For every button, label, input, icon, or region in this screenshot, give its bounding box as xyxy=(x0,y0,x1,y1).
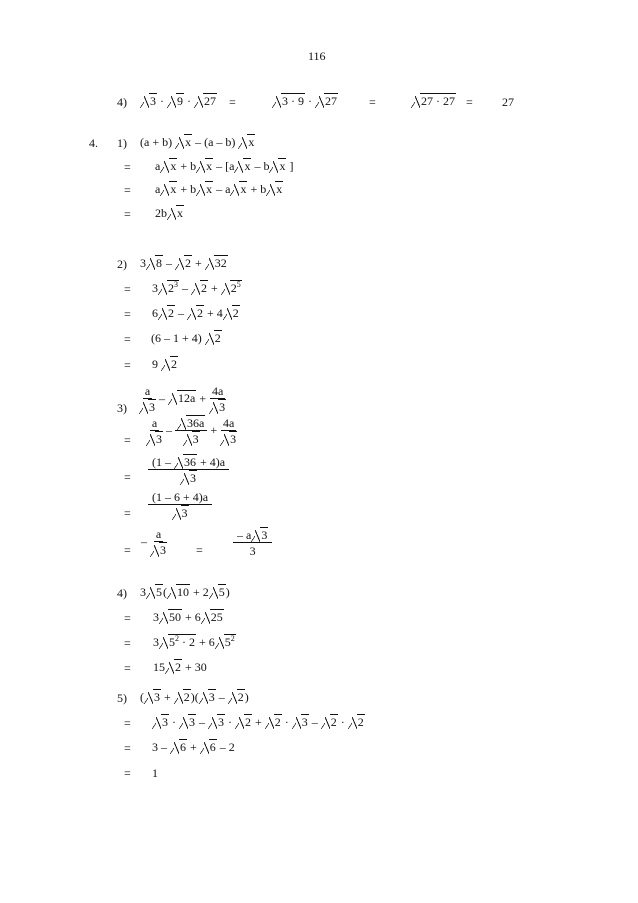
equals-sign: = xyxy=(124,282,131,296)
equation-line xyxy=(148,490,212,521)
sqrt: 3 xyxy=(140,93,157,108)
sqrt: 3 · 9 xyxy=(272,93,305,108)
equals-sign: = xyxy=(124,433,131,447)
sqrt: 9 xyxy=(167,93,184,108)
equals-sign: = xyxy=(196,543,203,557)
equation-term xyxy=(411,93,456,108)
equation-line: $\frac{a}{3}$ – $\frac{36a}{3}$ + $\frac{4a}{3}$ xyxy=(146,415,237,447)
fraction: $\frac{a}{3}$ xyxy=(139,384,156,415)
equation-line: 15 2 + 30 xyxy=(153,660,207,674)
equation-line: 3 5( 10 + 2 5) xyxy=(140,585,230,599)
item-label: 4) xyxy=(117,586,127,600)
equals-sign: = xyxy=(124,543,131,557)
fraction: $\frac{4a}{3}$ xyxy=(220,416,237,447)
equation-line: 3 · 9 · 27 xyxy=(140,93,217,108)
equals-sign: = xyxy=(124,661,131,675)
equals-sign: = xyxy=(124,506,131,520)
page-number: 116 xyxy=(308,49,326,63)
equals-sign: = xyxy=(124,207,131,221)
question-number: 4. xyxy=(89,136,98,150)
equals-sign: = xyxy=(124,611,131,625)
sqrt: 27 xyxy=(315,93,338,108)
item-label: 3) xyxy=(117,401,127,415)
sqrt: 27 xyxy=(194,93,217,108)
result: 27 xyxy=(502,95,514,109)
fraction: $\frac{(1 - 36 + 4)a}{3}$ xyxy=(148,454,229,486)
equation-line: 3 – 6 + 6 – 2 xyxy=(152,740,235,754)
fraction: $\frac{36a}{3}$ xyxy=(175,415,207,447)
fraction: $\frac{a}{3}$ xyxy=(150,527,167,558)
fraction: $\frac{(1 - 6 + 4)a}{3}$ xyxy=(148,490,212,521)
equals-sign: = xyxy=(124,636,131,650)
equals-sign: = xyxy=(124,766,131,780)
fraction: $\frac{- a 3}{3}$ xyxy=(233,527,272,559)
equation-line: 3 · 3 – 3 · 2 + 2 · 3 – 2 · 2 xyxy=(152,714,365,729)
equals-sign: = xyxy=(124,741,131,755)
equals-sign: = xyxy=(466,95,473,109)
item-label: 1) xyxy=(117,136,127,150)
equals-sign: = xyxy=(124,470,131,484)
equation-line: 2b x xyxy=(155,206,183,220)
equation-line: – $\frac{a}{3}$ xyxy=(141,527,166,557)
equation-line xyxy=(233,527,272,559)
equation-line: (6 – 1 + 4) 2 xyxy=(151,331,221,345)
fraction: $\frac{a}{3}$ xyxy=(146,416,163,447)
equation-term: 3 · 9 · 27 xyxy=(272,93,338,108)
equals-sign: = xyxy=(124,307,131,321)
equation-line: 3 $2^3 - 2 + 2^5$ xyxy=(152,280,241,295)
equation-line: 9 2 xyxy=(152,357,177,371)
equation-line: a x + b x – [a x – b x ] xyxy=(155,159,294,173)
equals-sign: = xyxy=(124,332,131,346)
equation-line: a x + b x – a x + b x xyxy=(155,182,283,196)
fraction: $\frac{4a}{3}$ xyxy=(209,384,226,415)
equation-line: 3 $5^2 \cdot 2 + 6$ $5^2$ xyxy=(153,634,235,649)
item-label: 2) xyxy=(117,257,127,271)
equation-line: (a + b) x – (a – b) x xyxy=(140,135,255,149)
item-label: 4) xyxy=(117,95,127,109)
sqrt: 27 · 27 xyxy=(411,93,456,108)
equals-sign: = xyxy=(124,358,131,372)
equation-line xyxy=(148,454,229,486)
equals-sign: = xyxy=(124,183,131,197)
result: 1 xyxy=(152,766,158,780)
equals-sign: = xyxy=(124,716,131,730)
equals-sign: = xyxy=(229,95,236,109)
item-label: 5) xyxy=(117,691,127,705)
equation-line: 3 50 + 6 25 xyxy=(153,610,223,624)
equation-line: 3 8 – 2 + 32 xyxy=(140,256,227,270)
equals-sign: = xyxy=(369,95,376,109)
equation-line: ( 3 + 2)( 3 – 2) xyxy=(140,690,249,704)
equation-line: $\frac{a}{3}$ – 12a + $\frac{4a}{3}$ xyxy=(139,384,226,415)
equals-sign: = xyxy=(124,160,131,174)
equation-line: 6 2 – 2 + 4 2 xyxy=(152,306,239,320)
